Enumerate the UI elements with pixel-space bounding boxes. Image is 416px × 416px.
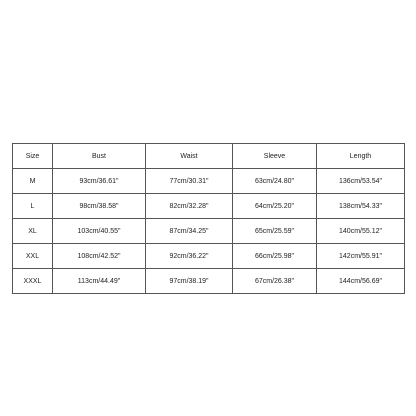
cell-waist: 87cm/34.25" bbox=[146, 219, 233, 244]
cell-length: 138cm/54.33" bbox=[317, 194, 405, 219]
cell-size: M bbox=[13, 169, 53, 194]
cell-waist: 77cm/30.31" bbox=[146, 169, 233, 194]
cell-size: L bbox=[13, 194, 53, 219]
cell-length: 142cm/55.91" bbox=[317, 244, 405, 269]
table-row bbox=[13, 194, 405, 219]
cell-sleeve: 64cm/25.20" bbox=[233, 194, 317, 219]
cell-size: XXXL bbox=[13, 269, 53, 294]
cell-sleeve: 66cm/25.98" bbox=[233, 244, 317, 269]
cell-size: XL bbox=[13, 219, 53, 244]
cell-sleeve: 65cm/25.59" bbox=[233, 219, 317, 244]
header-size: Size bbox=[13, 144, 53, 169]
cell-size: XXL bbox=[13, 244, 53, 269]
cell-length: 144cm/56.69" bbox=[317, 269, 405, 294]
table-row bbox=[13, 269, 405, 294]
cell-sleeve: 63cm/24.80" bbox=[233, 169, 317, 194]
cell-bust: 113cm/44.49" bbox=[53, 269, 146, 294]
size-chart-table bbox=[12, 143, 405, 294]
table-row bbox=[13, 244, 405, 269]
header-bust: Bust bbox=[53, 144, 146, 169]
cell-bust: 93cm/36.61" bbox=[53, 169, 146, 194]
cell-bust: 108cm/42.52" bbox=[53, 244, 146, 269]
cell-length: 136cm/53.54" bbox=[317, 169, 405, 194]
cell-length: 140cm/55.12" bbox=[317, 219, 405, 244]
table-row bbox=[13, 219, 405, 244]
header-row bbox=[13, 144, 405, 169]
header-length: Length bbox=[317, 144, 405, 169]
cell-waist: 97cm/38.19" bbox=[146, 269, 233, 294]
cell-bust: 98cm/38.58" bbox=[53, 194, 146, 219]
cell-waist: 82cm/32.28" bbox=[146, 194, 233, 219]
cell-waist: 92cm/36.22" bbox=[146, 244, 233, 269]
table-row bbox=[13, 169, 405, 194]
header-waist: Waist bbox=[146, 144, 233, 169]
cell-sleeve: 67cm/26.38" bbox=[233, 269, 317, 294]
header-sleeve: Sleeve bbox=[233, 144, 317, 169]
cell-bust: 103cm/40.55" bbox=[53, 219, 146, 244]
